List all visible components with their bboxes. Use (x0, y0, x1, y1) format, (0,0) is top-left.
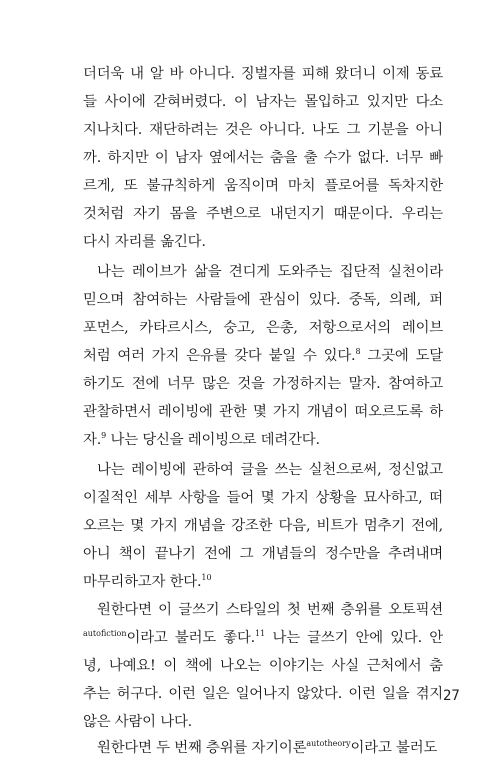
text-line: 들 사이에 갇혀버렸다. 이 남자는 몰입하고 있지만 다소 (83, 94, 443, 110)
text-segment: 원한다면 두 번째 층위를 자기이론 (97, 740, 307, 756)
text-segment: 이라고 불러도 좋다. (126, 630, 256, 646)
footnote-marker: 8 (355, 347, 361, 356)
text-line: 르게, 또 불규칙하게 움직이며 마치 플로어를 독차지한 (83, 178, 443, 194)
text-line (97, 738, 443, 758)
text-line (83, 628, 443, 648)
text-segment: 나는 글쓰기 안에 있다. 안 (265, 630, 443, 646)
text-line: 포먼스, 카타르시스, 숭고, 은총, 저항으로서의 레이브 (83, 320, 443, 336)
text-segment: 마무리하고자 한다. (83, 574, 202, 590)
text-line: 아니 책이 끝나기 전에 그 개념들의 정수만을 추려내며 (83, 546, 443, 562)
text-line: 믿으며 참여하는 사람들에 관심이 있다. 중독, 의례, 퍼 (83, 292, 443, 308)
text-line: 않은 사람이 나다. (83, 714, 193, 730)
page-number: 27 (443, 688, 460, 704)
text-segment: 나는 당신을 레이빙으로 데려간다. (106, 432, 320, 448)
text-line: 지나치다. 재단하려는 것은 아니다. 나도 그 기분을 아니 (83, 122, 443, 138)
text-line: 하기도 전에 너무 많은 것을 가정하지는 말자. 참여하고 (83, 376, 443, 392)
text-line: 관찰하면서 레이빙에 관한 몇 가지 개념이 떠오르도록 하 (83, 404, 443, 420)
text-segment: 그곳에 도달 (360, 348, 443, 364)
text-line: 나는 레이브가 삶을 견디게 도와주는 집단적 실천이라 (97, 264, 443, 280)
text-line: 추는 허구다. 이런 일은 일어나지 않았다. 이런 일을 겪지 (83, 686, 443, 702)
text-line: 것처럼 자기 몸을 주변으로 내던지기 때문이다. 우리는 (83, 206, 443, 222)
text-line (83, 346, 443, 366)
text-line (83, 572, 443, 592)
text-line: 더더욱 내 알 바 아니다. 징벌자를 피해 왔더니 이제 동료 (83, 66, 443, 82)
footnote-marker: 9 (101, 431, 107, 440)
text-segment: 자. (83, 432, 102, 448)
footnote-marker: 10 (201, 573, 212, 582)
text-line: 다시 자리를 옮긴다. (83, 234, 206, 250)
text-line: 나는 레이빙에 관하여 글을 쓰는 실천으로써, 정신없고 (97, 462, 443, 478)
text-segment: 처럼 여러 가지 은유를 갖다 붙일 수 있다. (83, 348, 356, 364)
text-line: 원한다면 이 글쓰기 스타일의 첫 번째 층위를 오토픽션 (97, 602, 443, 618)
gloss-superscript: autotheory (306, 739, 351, 748)
text-line (83, 430, 443, 450)
text-line: 오르는 몇 가지 개념을 강조한 다음, 비트가 멈추기 전에, (83, 518, 443, 534)
text-line: 녕, 나예요! 이 책에 나오는 이야기는 사실 근처에서 춤 (83, 658, 443, 674)
text-line: 이질적인 세부 사항을 들어 몇 가지 상황을 묘사하고, 떠 (83, 490, 443, 506)
footnote-marker: 11 (255, 629, 266, 638)
text-line: 까. 하지만 이 남자 옆에서는 춤을 출 수가 없다. 너무 빠 (83, 150, 443, 166)
gloss-superscript: autofiction (83, 629, 127, 638)
text-segment: 이라고 불러도 (350, 740, 438, 756)
